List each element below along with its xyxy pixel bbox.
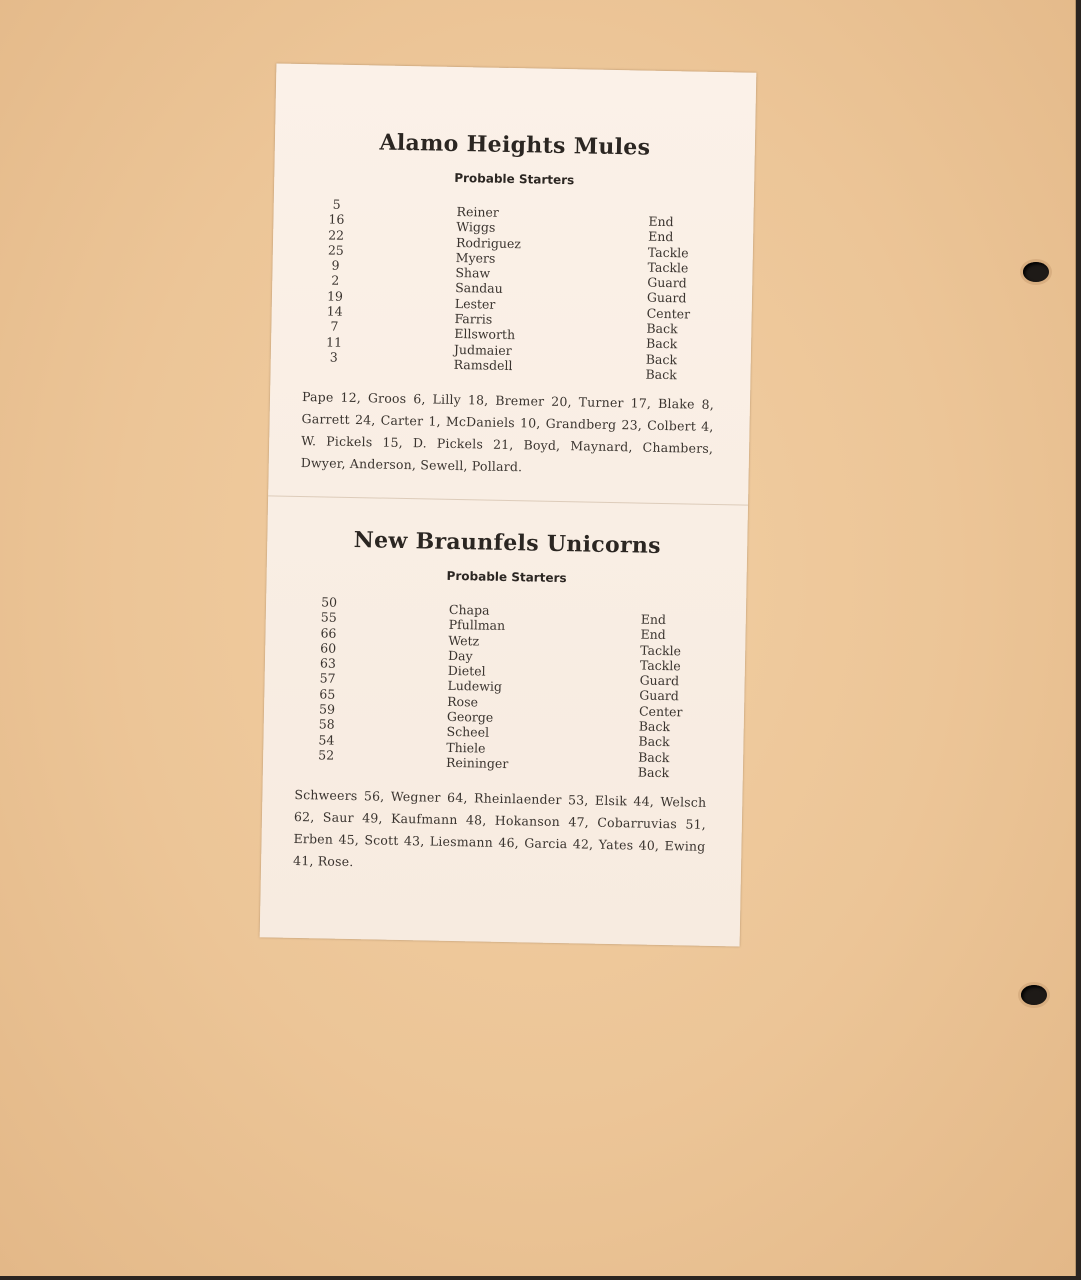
player-position: End bbox=[640, 611, 667, 628]
player-position: Guard bbox=[639, 688, 679, 704]
player-name-column bbox=[454, 204, 522, 373]
player-name-column bbox=[446, 602, 512, 771]
jersey-number-column bbox=[311, 594, 344, 763]
punch-hole-bottom bbox=[1021, 985, 1047, 1005]
jersey-number: 25 bbox=[327, 242, 344, 258]
jersey-number: 50 bbox=[321, 594, 338, 610]
player-position: Back bbox=[645, 351, 678, 367]
starters-subtitle: Probable Starters bbox=[446, 568, 567, 586]
jersey-number: 57 bbox=[319, 670, 336, 687]
substitutes-list: Schweers 56, Wegner 64, Rheinlaender 53, Elsik 44, Welsch 62, Saur 49, Kaufmann 48, Hokanson 47, Cobarruvias 51, Erben 45, Scott 43, Liesmann 46, Garcia 42, Yates 40, Ewing 41, Rose. bbox=[292, 786, 707, 870]
player-position: Back bbox=[645, 335, 678, 352]
player-position: Center bbox=[638, 703, 683, 720]
substitutes-list: Pape 12, Groos 6, Lilly 18, Bremer 20, Turner 17, Blake 8, Garrett 24, Carter 1, McDaniels 10, Grandberg 23, Colbert 4, W. Pickels 15, D. Pickels 21, Boyd, Maynard, Chambers, Dwyer, Anderson, Sewell, Pollard. bbox=[300, 389, 715, 475]
player-position: Back bbox=[645, 366, 677, 383]
player-position: End bbox=[648, 228, 674, 245]
starters-roster bbox=[270, 195, 753, 384]
player-name: Day bbox=[447, 647, 473, 664]
player-name: Ellsworth bbox=[454, 326, 516, 343]
team-title: Alamo Heights Mules bbox=[379, 129, 651, 161]
starters-subtitle: Probable Starters bbox=[454, 170, 575, 188]
player-name: Lester bbox=[454, 295, 496, 312]
player-position: Tackle bbox=[647, 259, 689, 276]
jersey-number: 54 bbox=[318, 732, 335, 748]
player-name: Scheel bbox=[446, 724, 490, 741]
player-name: Wiggs bbox=[456, 219, 496, 236]
jersey-number: 52 bbox=[318, 747, 335, 763]
player-name: Rose bbox=[447, 693, 479, 710]
player-position: Guard bbox=[646, 290, 687, 306]
player-name: Sandau bbox=[455, 280, 503, 297]
player-name: Farris bbox=[454, 311, 493, 327]
player-position: Back bbox=[637, 764, 670, 781]
jersey-number: 3 bbox=[329, 349, 338, 365]
jersey-number: 60 bbox=[320, 640, 337, 656]
player-name: Reininger bbox=[445, 754, 509, 772]
player-name: Ramsdell bbox=[453, 356, 513, 374]
jersey-number: 55 bbox=[320, 609, 337, 626]
team-title: New Braunfels Unicorns bbox=[353, 527, 662, 559]
jersey-number: 16 bbox=[328, 211, 345, 228]
player-position: Back bbox=[638, 749, 670, 765]
jersey-number: 59 bbox=[318, 701, 336, 717]
starters-roster bbox=[263, 593, 746, 782]
fold-line bbox=[268, 495, 748, 505]
jersey-number: 14 bbox=[326, 303, 343, 319]
player-position: Guard bbox=[647, 274, 687, 291]
player-name: Shaw bbox=[455, 265, 491, 281]
player-name: Wetz bbox=[448, 632, 480, 649]
player-position: Guard bbox=[639, 672, 680, 689]
position-column bbox=[638, 612, 685, 781]
jersey-number: 2 bbox=[331, 273, 340, 289]
punch-hole-top bbox=[1023, 262, 1049, 282]
jersey-number: 22 bbox=[328, 227, 345, 243]
player-name: Judmaier bbox=[453, 341, 512, 358]
player-position: Back bbox=[638, 718, 671, 735]
player-name: Chapa bbox=[448, 601, 490, 618]
player-position: Back bbox=[646, 320, 678, 337]
player-name: Pfullman bbox=[448, 617, 506, 634]
jersey-number-column bbox=[319, 196, 352, 365]
jersey-number: 66 bbox=[320, 625, 337, 641]
jersey-number: 65 bbox=[319, 686, 336, 702]
program-sheet bbox=[260, 63, 757, 946]
player-name: Ludewig bbox=[447, 678, 503, 695]
player-name: Rodriguez bbox=[455, 234, 522, 251]
position-column bbox=[645, 214, 692, 383]
jersey-number: 7 bbox=[330, 318, 339, 335]
jersey-number: 58 bbox=[318, 716, 335, 733]
player-position: Center bbox=[646, 305, 691, 322]
team-section-home bbox=[269, 127, 756, 482]
player-position: Tackle bbox=[640, 642, 682, 658]
jersey-number: 5 bbox=[332, 196, 341, 212]
jersey-number: 63 bbox=[319, 655, 337, 671]
player-position: Tackle bbox=[647, 244, 689, 261]
player-name: Reiner bbox=[456, 203, 499, 220]
team-section-visitor bbox=[261, 525, 748, 880]
jersey-number: 9 bbox=[331, 257, 340, 273]
player-name: Dietel bbox=[447, 663, 486, 679]
player-position: Back bbox=[638, 733, 670, 750]
player-position: End bbox=[640, 626, 666, 643]
player-position: End bbox=[648, 213, 674, 230]
player-name: Thiele bbox=[446, 739, 486, 756]
player-position: Tackle bbox=[639, 657, 681, 674]
jersey-number: 19 bbox=[326, 288, 344, 304]
jersey-number: 11 bbox=[326, 334, 343, 350]
player-name: Myers bbox=[455, 249, 496, 266]
player-name: George bbox=[446, 708, 494, 725]
